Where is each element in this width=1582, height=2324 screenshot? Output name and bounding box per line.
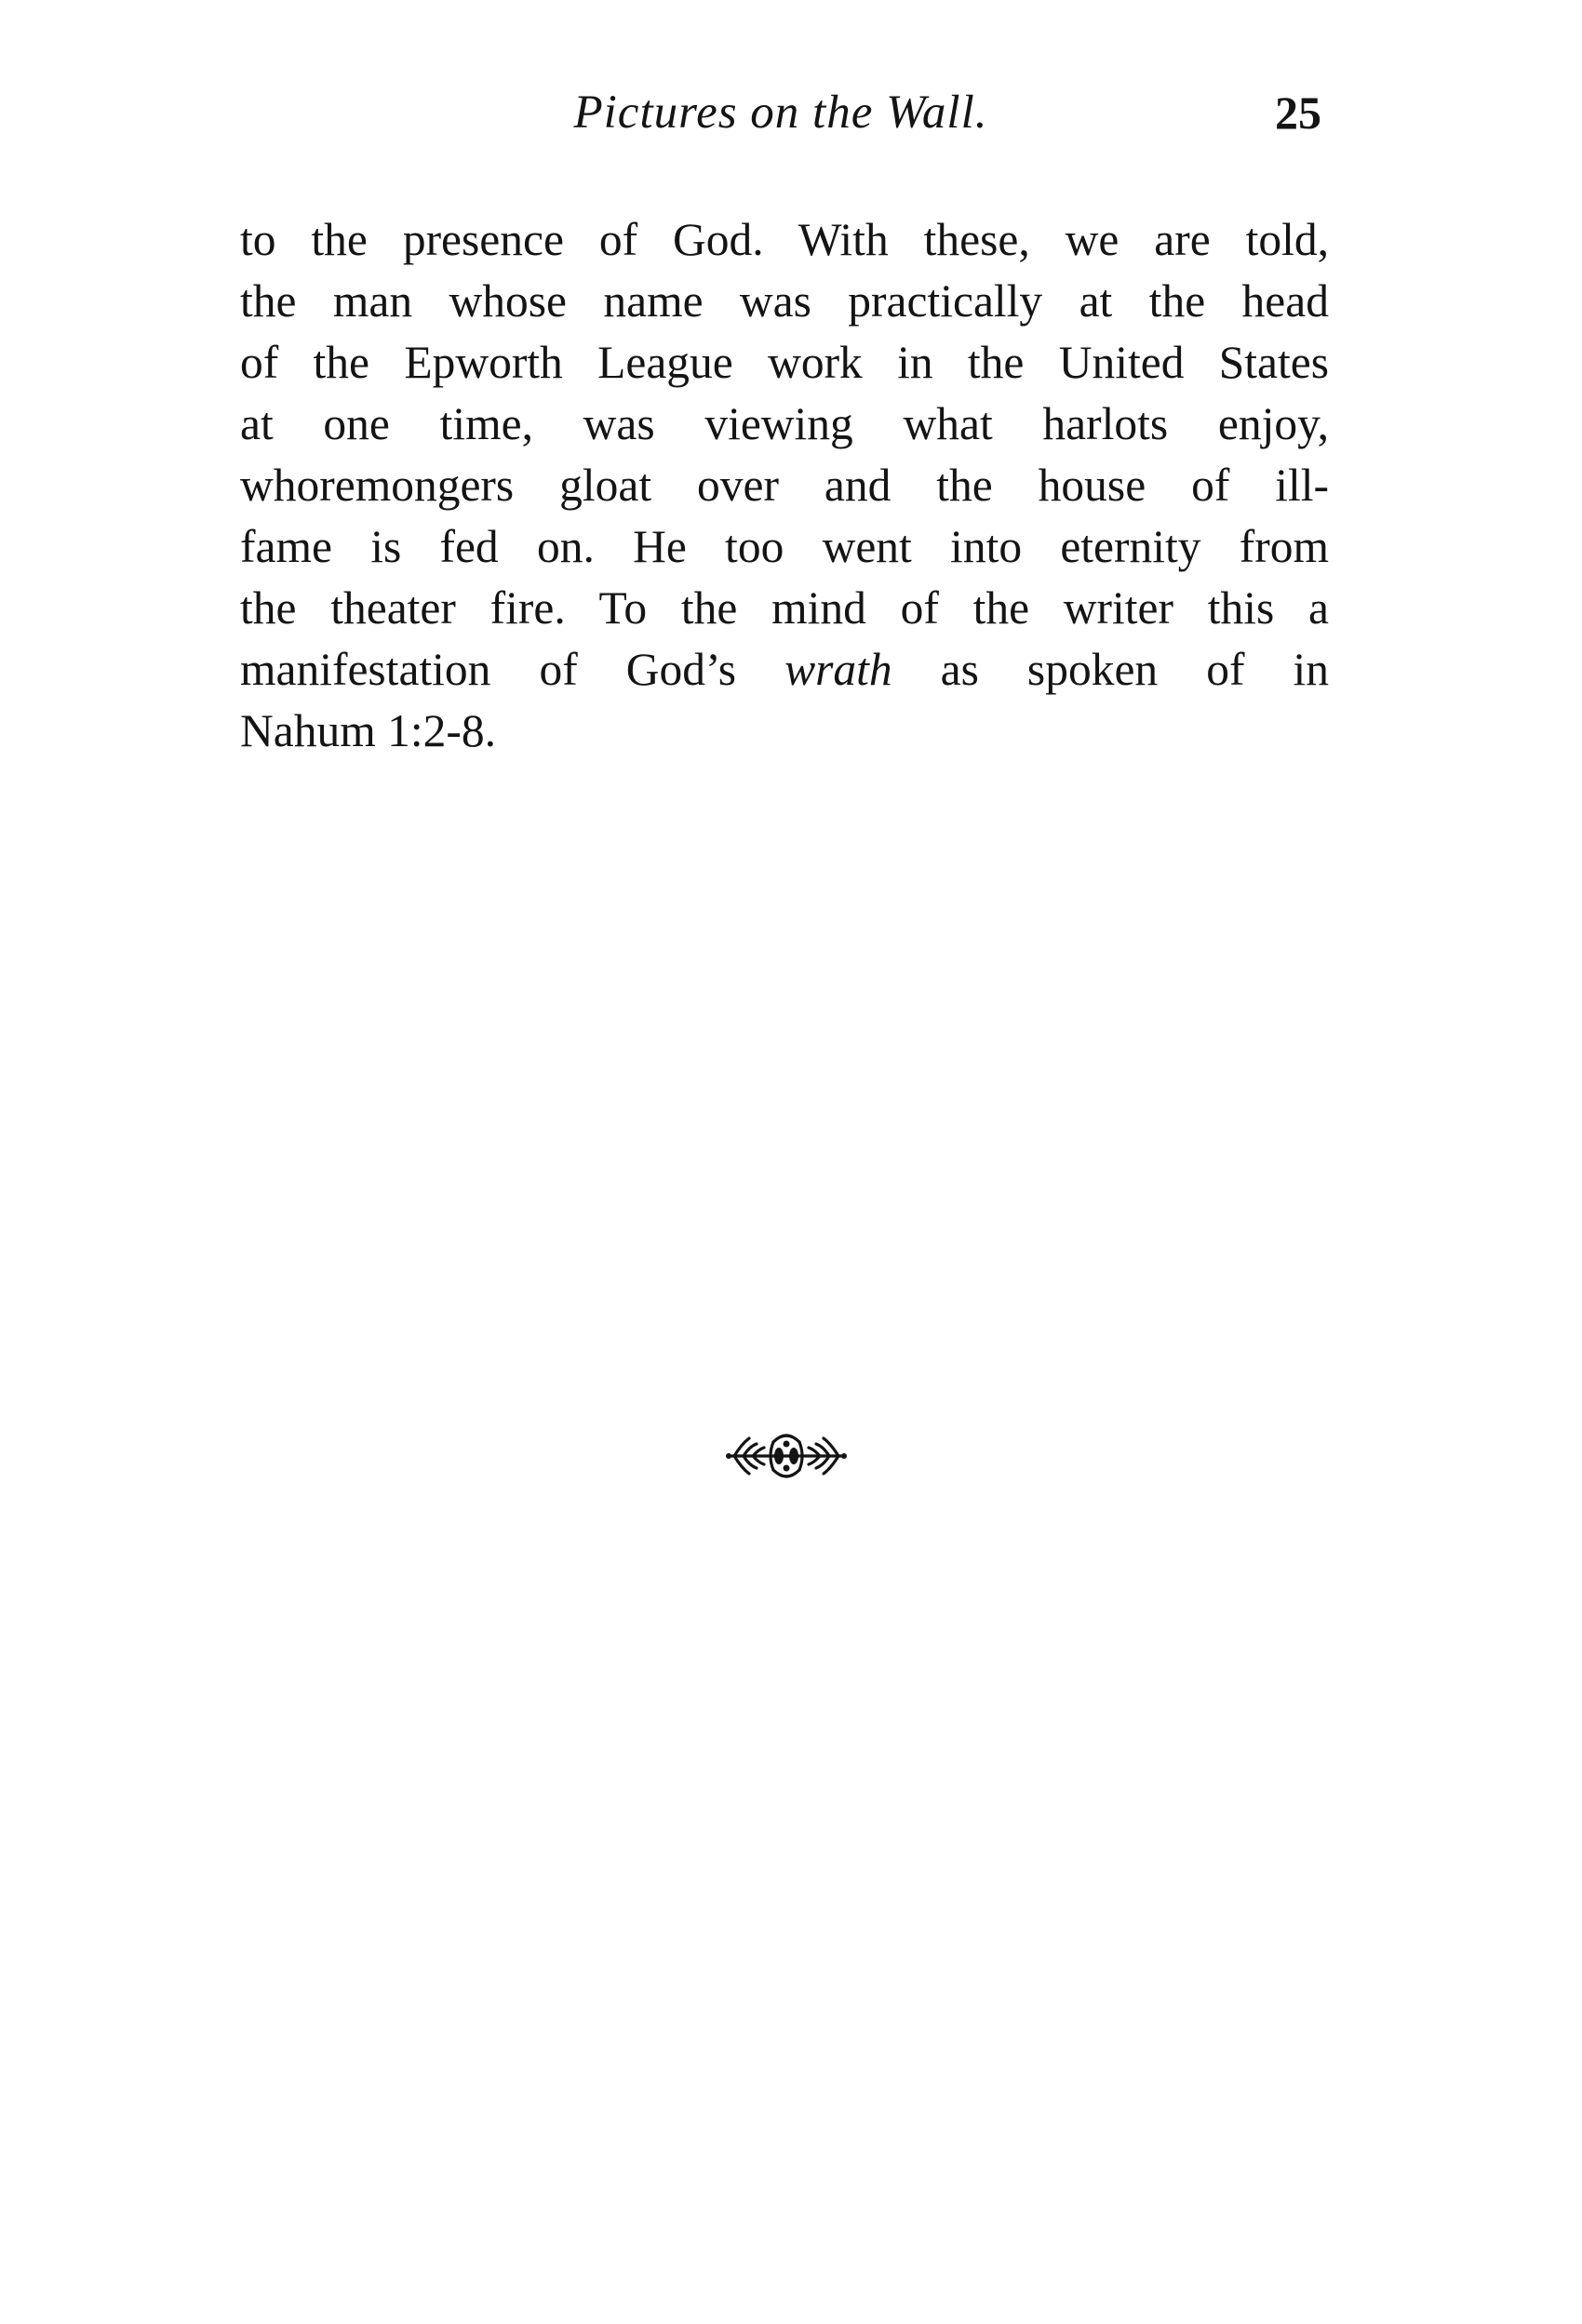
text-line-with-emphasis [240,639,1329,701]
text-line: Nahum 1:2-8. [240,705,496,756]
running-title: Pictures on the Wall. [573,87,988,139]
body-paragraph [240,209,1329,762]
text-line: whoremongers gloat over and the house of ill- [240,460,1329,511]
page-number: 25 [1275,87,1321,139]
text-line: the man whose name was practically at the head [240,275,1329,327]
text-segment: as spoken of in [892,644,1329,695]
floral-ornament-icon [721,1423,851,1489]
text-segment: manifestation of God’s [240,644,785,695]
emphasized-word: wrath [784,644,892,695]
text-line: to the presence of God. With these, we are told, [240,214,1329,265]
text-line: the theater fire. To the mind of the writer this a [240,582,1329,634]
text-line: at one time, was viewing what harlots enjoy, [240,398,1329,449]
text-line: of the Epworth League work in the United States [240,337,1329,388]
running-head [240,80,1321,145]
text-line: fame is fed on. He too went into eternity from [240,521,1329,572]
